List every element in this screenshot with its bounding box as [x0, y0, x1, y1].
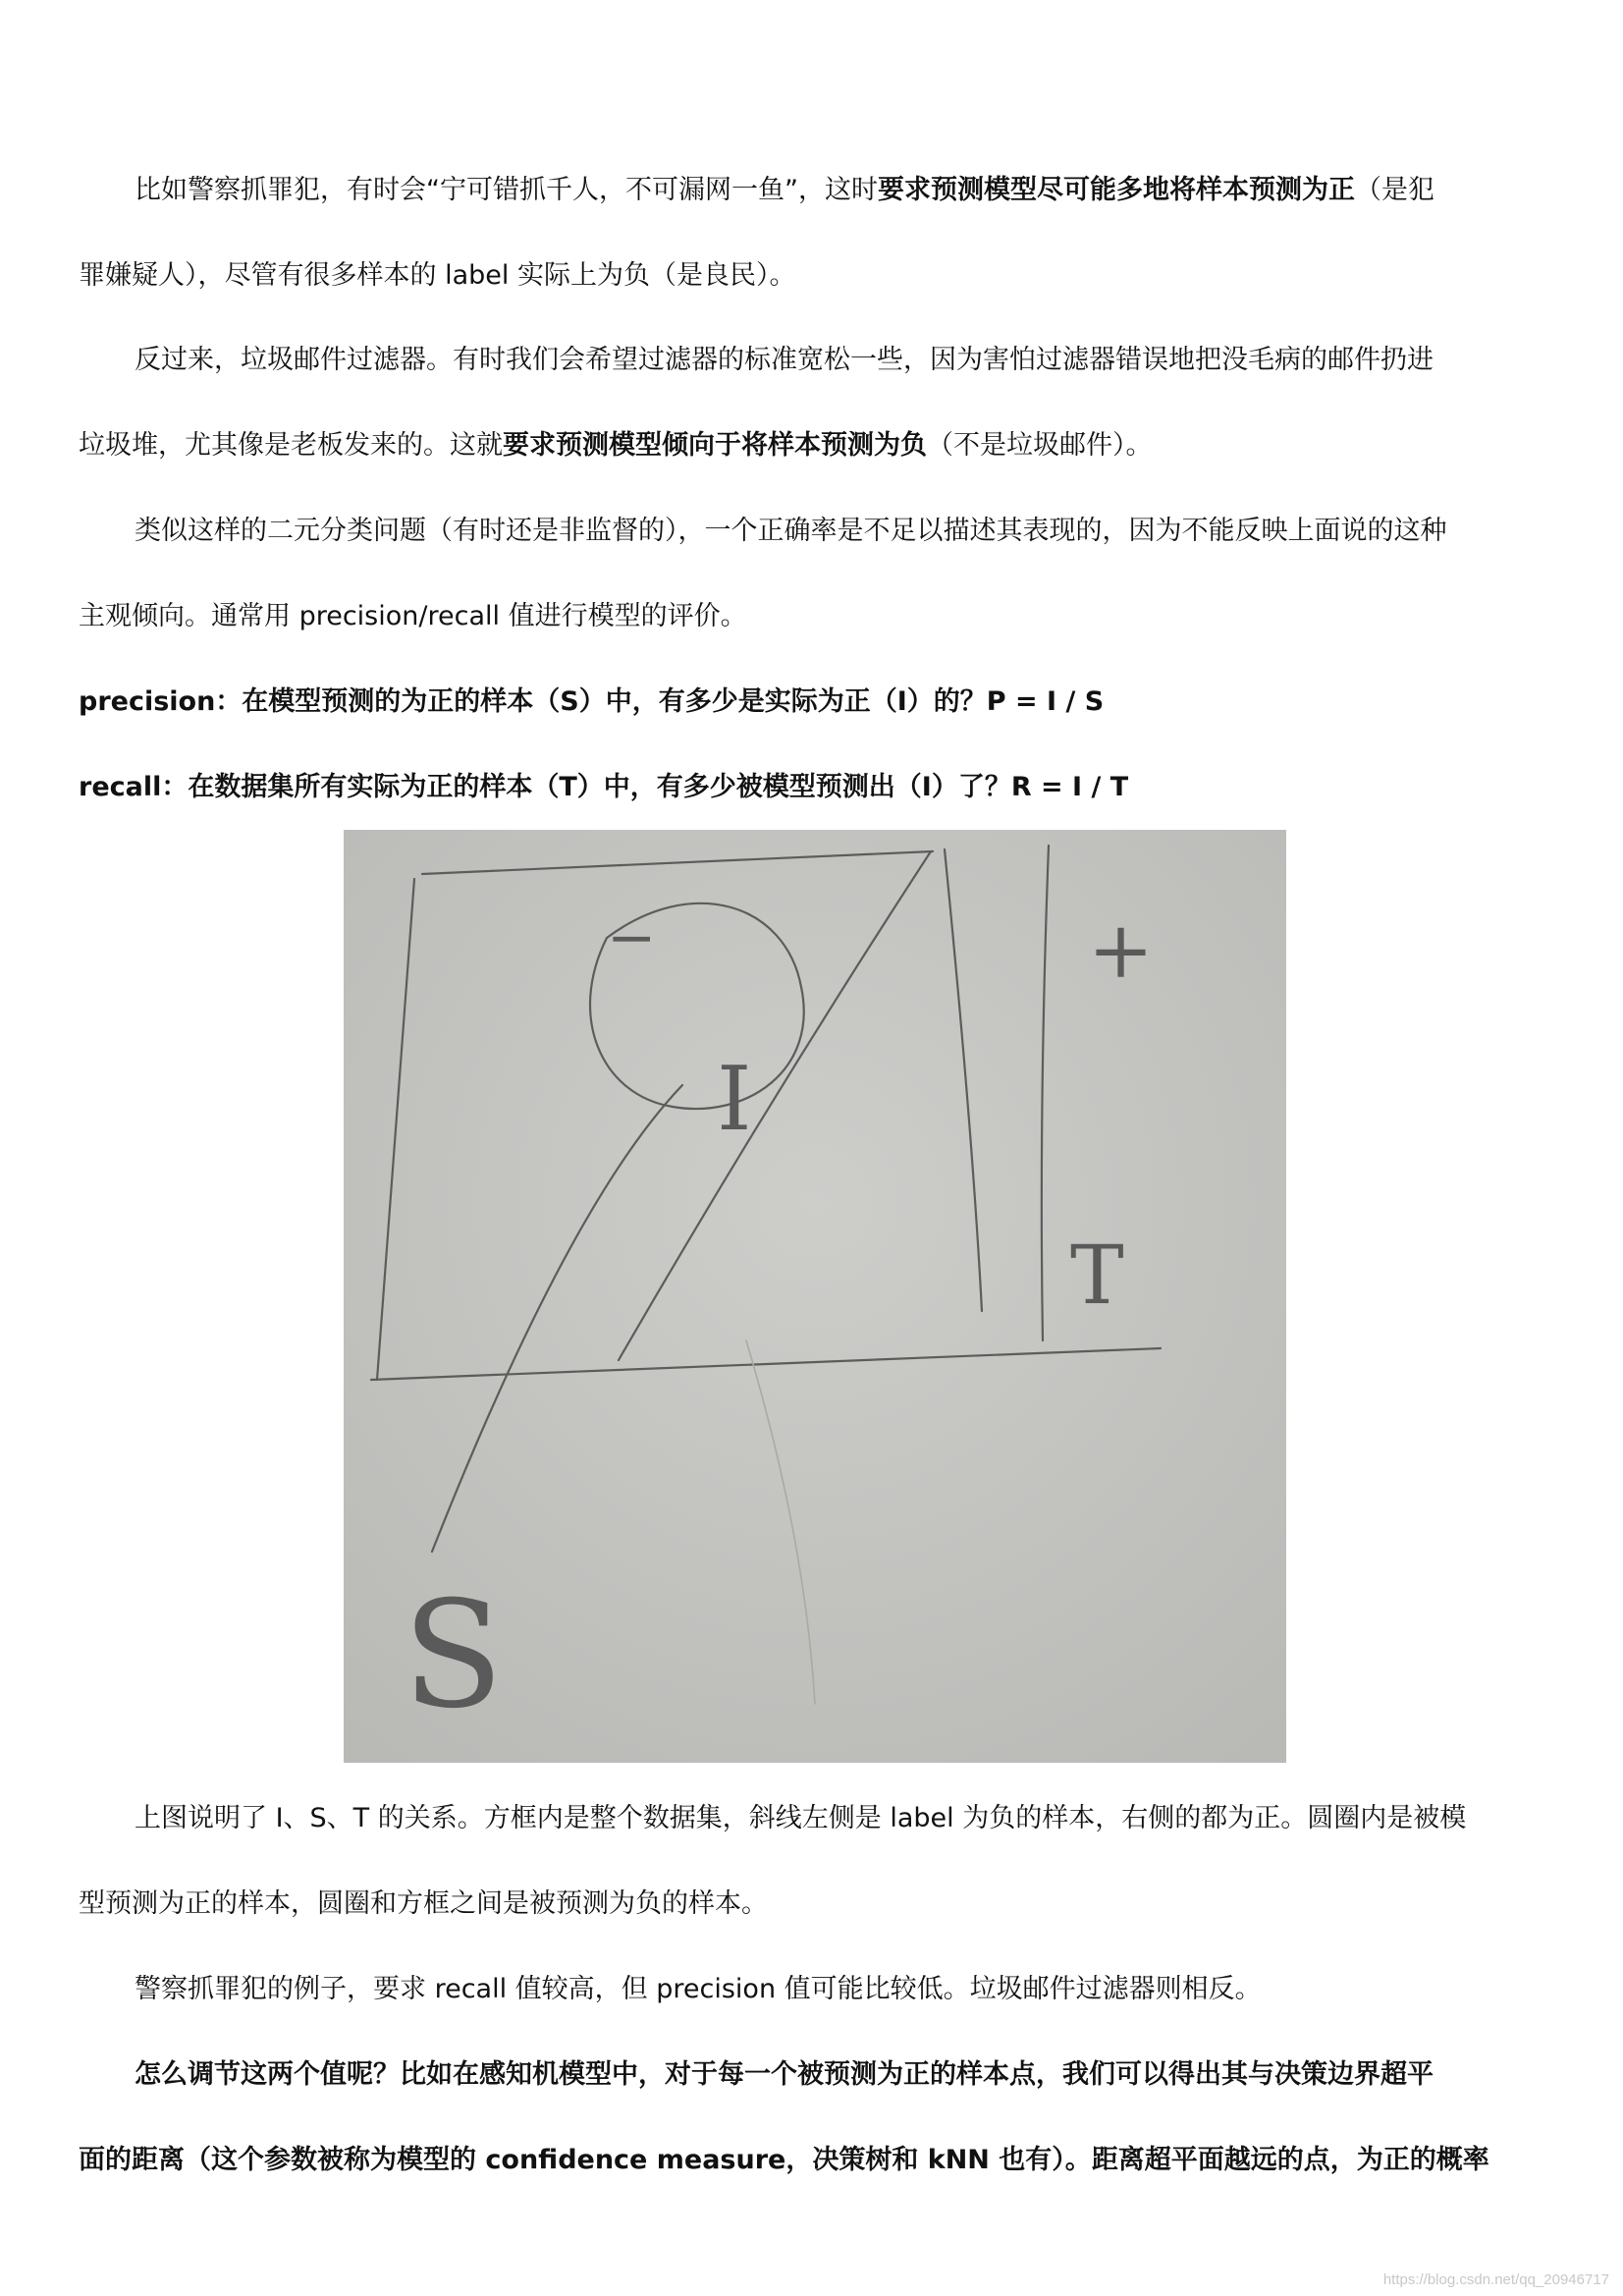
paragraph-relation-line-2: 型预测为正的样本，圆圈和方框之间是被预测为负的样本。 [79, 1888, 768, 1919]
paragraph-police-line-1 [135, 171, 1551, 210]
label-I: I [717, 1048, 752, 1151]
paragraph-police-line-2: 罪嫌疑人），尽管有很多样本的 label 实际上为负（是良民）。 [79, 260, 796, 291]
positive-label: + [1088, 904, 1155, 996]
paragraph-spam-line-2 [79, 426, 1551, 465]
negative-label: − [607, 903, 657, 972]
bold-emphasis: 要求预测模型倾向于将样本预测为负 [503, 430, 927, 461]
text-run: （不是垃圾邮件）。 [927, 430, 1153, 461]
text-run: 面的距离（这个参数被称为模型的 confidence measure，决策树和 kNN 也有）。 [79, 2145, 1092, 2175]
paragraph-adjust-line-2 [79, 2141, 1551, 2180]
paragraph-adjust-line-1: 怎么调节这两个值呢？比如在感知机模型中，对于每一个被预测为正的样本点，我们可以得出其与决策边界超平 [135, 2059, 1434, 2090]
sketch-photo [344, 830, 1286, 1763]
label-S: S [403, 1570, 504, 1741]
text-run: 垃圾堆，尤其像是老板发来的。这就 [79, 430, 503, 461]
paragraph-binary-line-1: 类似这样的二元分类问题（有时还是非监督的），一个正确率是不足以描述其表现的，因为不能反映上面说的这种 [135, 516, 1447, 546]
text-run: 比如警察抓罪犯，有时会“宁可错抓千人，不可漏网一鱼”，这时 [135, 175, 878, 205]
precision-definition: precision：在模型预测的为正的样本（S）中，有多少是实际为正（I）的？P = I / S [79, 686, 1105, 717]
bold-emphasis: 要求预测模型尽可能多地将样本预测为正 [877, 175, 1355, 205]
label-T: T [1070, 1230, 1124, 1323]
paragraph-binary-line-2: 主观倾向。通常用 precision/recall 值进行模型的评价。 [79, 601, 747, 631]
paragraph-spam-line-1: 反过来，垃圾邮件过滤器。有时我们会希望过滤器的标准宽松一些，因为害怕过滤器错误地把没毛病的邮件扔进 [135, 345, 1434, 375]
text-run: （是犯 [1354, 175, 1434, 205]
recall-definition: recall：在数据集所有实际为正的样本（T）中，有多少被模型预测出（I）了？R = I / T [79, 772, 1129, 802]
paragraph-comparison: 警察抓罪犯的例子，要求 recall 值较高，但 precision 值可能比较低。垃圾邮件过滤器则相反。 [135, 1974, 1262, 2004]
text-run: 距离超平面越远的点，为正的概率 [1091, 2145, 1489, 2175]
sketch-drawing [344, 830, 1286, 1763]
paragraph-relation-line-1: 上图说明了 I、S、T 的关系。方框内是整个数据集，斜线左侧是 label 为负的样本，右侧的都为正。圆圈内是被模 [135, 1803, 1467, 1833]
watermark: https://blog.csdn.net/qq_20946717 [1382, 2271, 1609, 2288]
